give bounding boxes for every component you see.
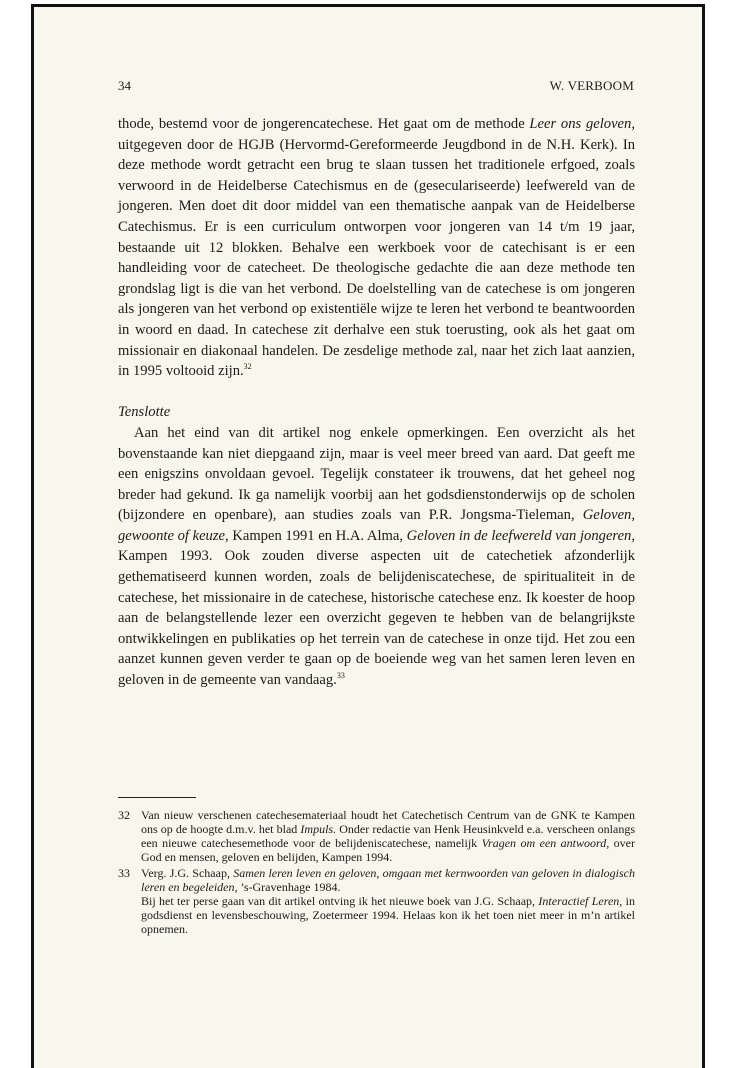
text-run: uitgegeven door de HGJB (Hervormd-Gereformeerde Jeugdbond in de N.H. Kerk). In deze methode wordt getracht een brug te slaan tussen het traditionele erfgoed, zoals verwoord in de Heidelberse Catechismus en de (geseculariseerde) leefwereld van de jongeren. Men doet dit door middel van een thematische aanpak van de Heidelberse Catechismus. Er is een curriculum ontworpen voor jongeren van 14 t/m 19 jaar, bestaande uit 12 blokken. Behalve een werkboek voor de catechisant is er een handleiding voor de catecheet. De theologische gedachte die aan deze methode ten grondslag ligt is die van het verbond. De doelstelling van de catechese is om jongeren als jongeren van het verbond op existentiële wijze te leren het verbond te beantwoorden in woord en daad. In catechese zit derhalve een stuk toerusting, ook als het gaat om missionair en diakonaal handelen. De zesdelige methode zal, naar het zich laat aanzien, in 1995 voltooid zijn. [118, 136, 635, 380]
footnote-text [141, 866, 635, 894]
text-run: ’s-Gravenhage 1984. [237, 880, 341, 894]
text-run: over God en mensen, geloven en belijden, Kampen 1994. [141, 836, 635, 864]
italic-title: Geloven in de leefwereld van jongeren, [406, 527, 635, 544]
note-ref-32[interactable]: 32 [243, 362, 252, 372]
italic-title: Samen leren leven en geloven, omgaan met kernwoorden van geloven in dialogisch leren en begeleiden, [141, 866, 635, 894]
text-run: Aan het eind van dit artikel nog enkele opmerkingen. Een overzicht als het bovenstaande kan niet diepgaand zijn, maar is veel meer breed van aard. Dat geeft me een enigszins onvoldaan gevoel. Tegelijk constateer ik trouwens, dat het geheel nog breder had gekund. Ik ga namelijk voorbij aan het godsdienstonderwijs op de scholen (bijzondere en openbare), aan studies zoals van P.R. Jongsma-Tieleman, [118, 424, 635, 524]
italic-title: Geloven, gewoonte of keuze, [118, 507, 635, 544]
footnotes [118, 808, 635, 938]
italic-title: Interactief Leren, [538, 894, 623, 908]
text-run: thode, bestemd voor de jongerencatechese. Het gaat om de methode [118, 116, 530, 132]
text-run: Bij het ter perse gaan van dit artikel ontving ik het nieuwe boek van J.G. Schaap, [141, 894, 539, 908]
italic-title: Leer ons geloven, [529, 116, 635, 132]
text-run: Van nieuw verschenen catechesemateriaal houdt het Catechetisch Centrum van de GNK te Kampen ons op de hoogte d.m.v. het blad [141, 808, 635, 836]
footnote-text-continued [141, 894, 635, 936]
section-title: Tenslotte [118, 404, 171, 421]
note-ref-33[interactable]: 33 [336, 671, 345, 681]
footnote-33 [118, 866, 635, 936]
page-number: 34 [118, 78, 131, 93]
italic-title: Impuls. [300, 822, 337, 836]
text-run: in godsdienst en levensbeschouwing, Zoetermeer 1994. Helaas kon ik het toen niet meer in m’n artikel opnemen. [141, 894, 636, 936]
text-run: Kampen 1993. Ook zouden diverse aspecten uit de catechetiek afzonderlijk gethematiseerd kunnen worden, zoals de belijdeniscatechese, de spiritualiteit in de catechese, het missionaire in de catechese, historische catechese enz. Ik koester de hoop aan de belangstellende lezer een overzicht gegeven te hebben van de belangrijkste ontwikkelingen en publikaties op het terrein van de catechese in onze tijd. Het zou een aanzet kunnen geven verder te gaan op de boeiende weg van het samen leren leven en geloven in de gemeente van vandaag. [118, 548, 635, 689]
body-text [118, 114, 635, 691]
text-run: Verg. J.G. Schaap, [141, 866, 234, 880]
footnote-number: 32 [118, 808, 130, 822]
footnote-text [141, 808, 635, 864]
running-head-author: W. VERBOOM [549, 78, 634, 93]
scan-border-right [702, 4, 705, 1068]
footnote-32 [118, 808, 635, 864]
paragraph-tenslotte [118, 423, 635, 691]
text-run: Onder redactie van Henk Heusinkveld e.a. verscheen onlangs een nieuwe catechesemethode voor de belijdeniscatechese, namelijk [141, 822, 635, 850]
footnote-number: 33 [118, 866, 130, 880]
footnote-rule [118, 797, 196, 798]
italic-title: Vragen om een antwoord, [481, 836, 610, 850]
page-header [118, 78, 634, 98]
paragraph-methode [118, 114, 635, 382]
text-run: Kampen 1991 en H.A. Alma, [228, 527, 407, 544]
